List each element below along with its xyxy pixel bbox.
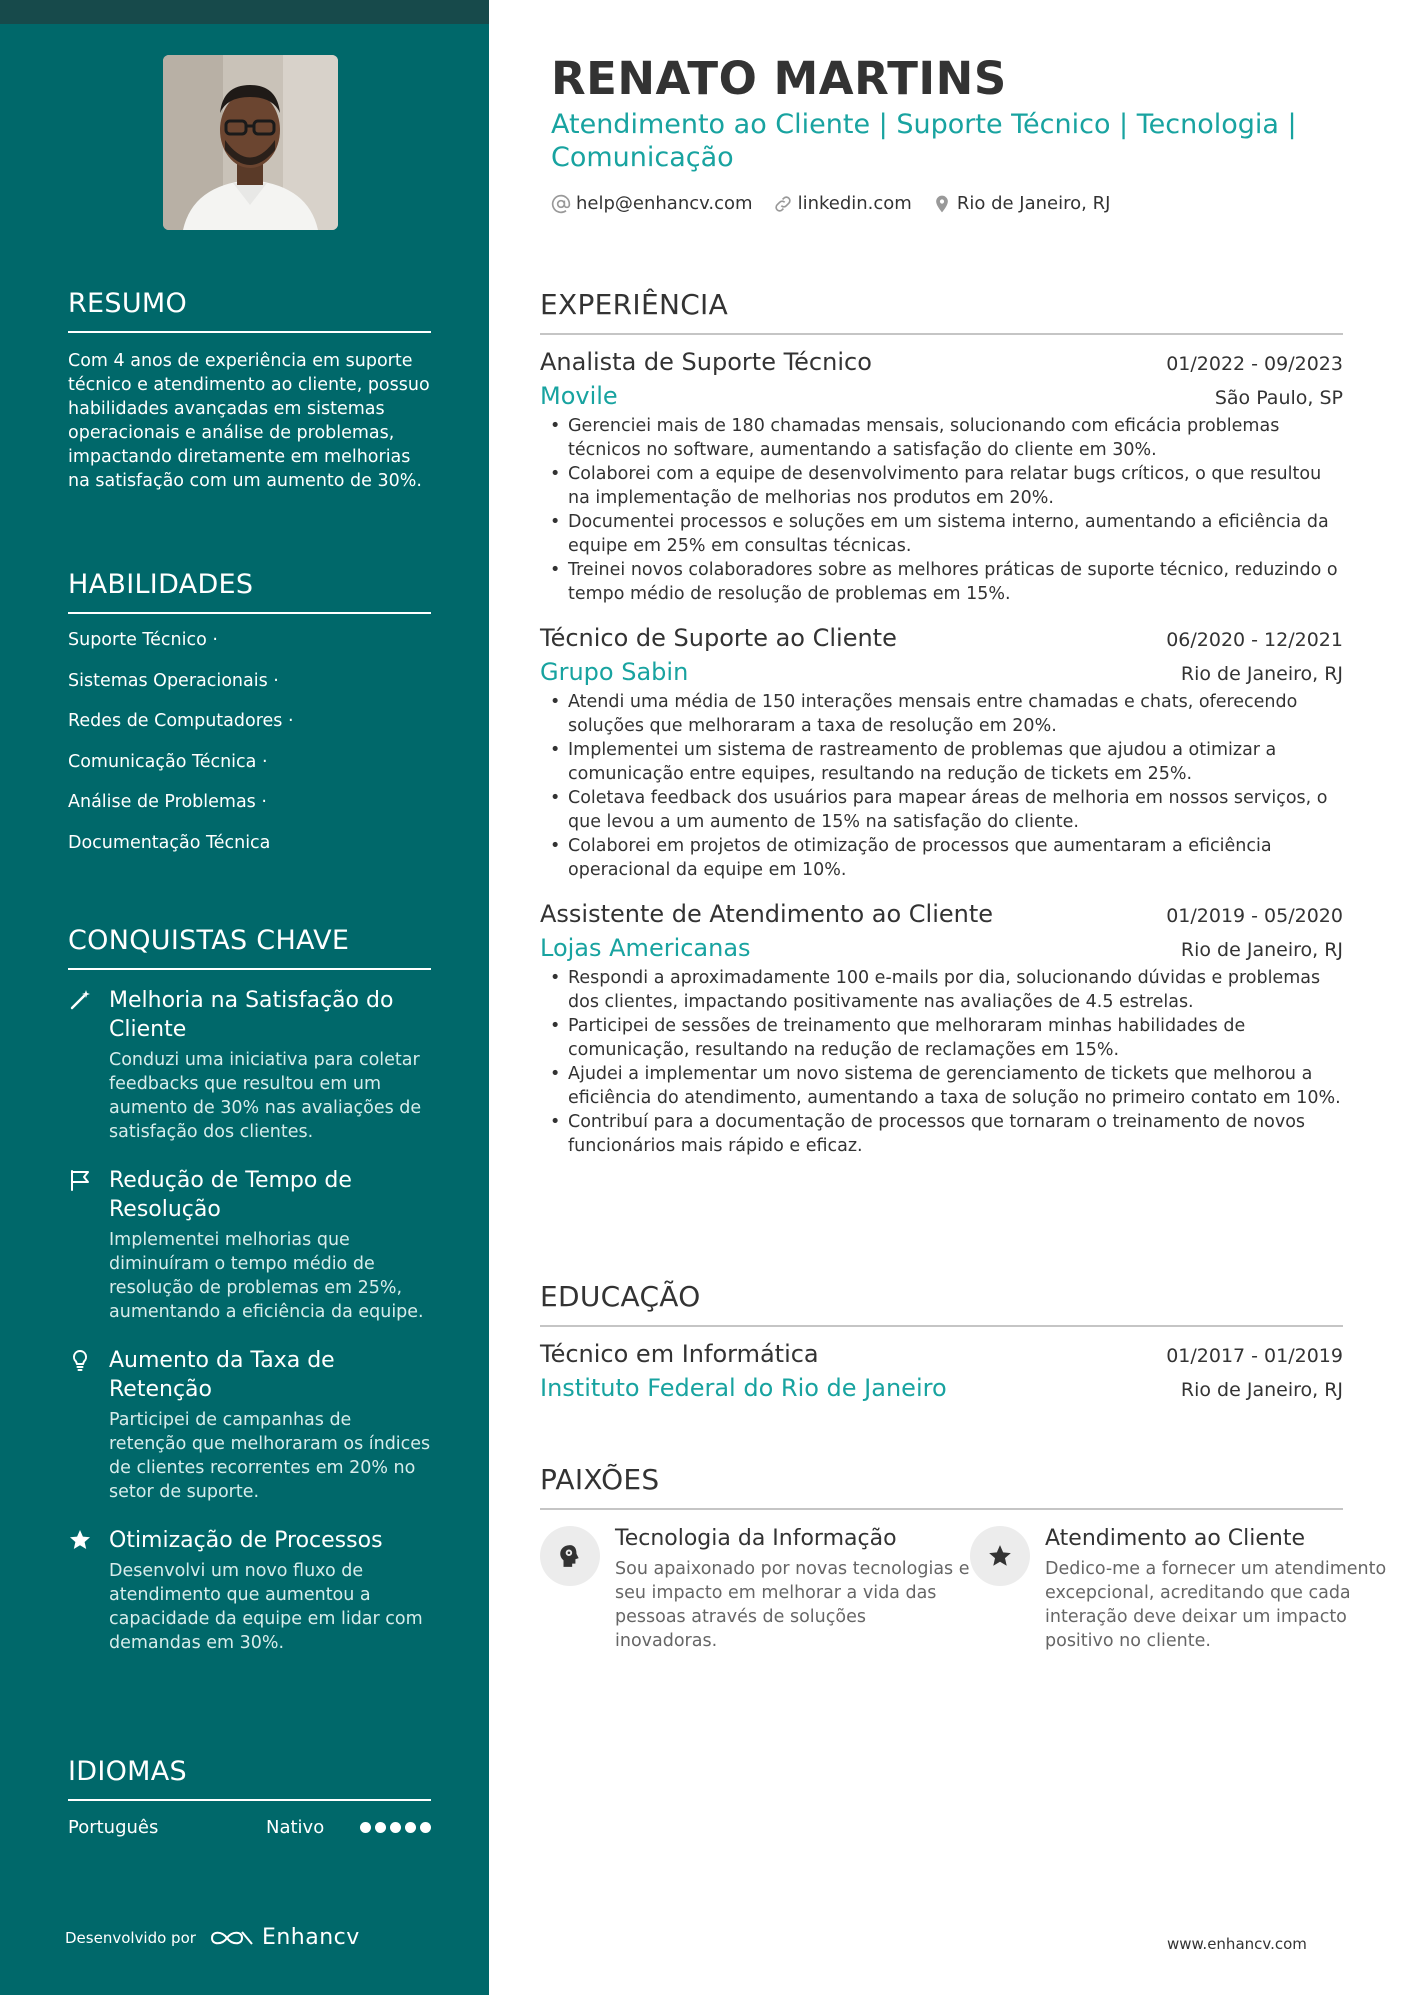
degree-title: Técnico em Informática	[540, 1340, 819, 1368]
linkedin-contact[interactable]	[773, 193, 912, 214]
job-bullets	[540, 966, 1343, 1158]
bullet-item: • Treinei novos colaboradores sobre as melhores práticas de suporte técnico, reduzindo o tempo médio de resolução de problemas em 15%.	[548, 558, 1343, 606]
avatar	[163, 55, 338, 230]
passion-desc: Dedico-me a fornecer um atendimento excepcional, acreditando que cada interação deve deixar um impacto positivo no cliente.	[1045, 1559, 1387, 1651]
enhancv-logo	[208, 1925, 360, 1950]
bullet-item: • Participei de sessões de treinamento que melhoraram minhas habilidades de comunicação, resultando na redução de reclamações em 15%.	[548, 1014, 1343, 1062]
job-bullets	[540, 414, 1343, 606]
company-name: Grupo Sabin	[540, 658, 689, 686]
location-text: Rio de Janeiro, RJ	[956, 193, 1111, 214]
proficiency-dot	[375, 1822, 386, 1833]
proficiency-dot	[360, 1822, 371, 1833]
sidebar	[0, 0, 489, 1995]
achievement-item	[68, 1526, 431, 1655]
achievement-desc: Desenvolvi um novo fluxo de atendimento que aumentou a capacidade da equipe em lidar com demandas em 30%.	[109, 1561, 423, 1653]
flag-icon	[68, 1168, 92, 1192]
job-bullets	[540, 690, 1343, 882]
bullet-item: • Coletava feedback dos usuários para mapear áreas de melhoria em nossos serviços, o que levou a um aumento de 15% na satisfação do cliente.	[548, 786, 1343, 834]
bullet-item: • Documentei processos e soluções em um sistema interno, aumentando a eficiência da equipe em 25% em consultas técnicas.	[548, 510, 1343, 558]
experience-title: EXPERIÊNCIA	[540, 288, 1343, 335]
proficiency-dots	[360, 1822, 431, 1833]
achievements-section	[68, 925, 431, 1655]
email-text: help@enhancv.com	[576, 193, 753, 214]
sidebar-top-bar	[0, 0, 489, 24]
experience-section	[540, 288, 1343, 1158]
linkedin-text: linkedin.com	[797, 193, 912, 214]
skill-item: Redes de Computadores ·	[68, 711, 294, 731]
brain-head-icon	[557, 1543, 583, 1569]
job-entry	[540, 348, 1343, 606]
proficiency-dot	[390, 1822, 401, 1833]
bullet-item: • Ajudei a implementar um novo sistema de gerenciamento de tickets que melhorou a eficiência do atendimento, aumentando a taxa de solução no primeiro contato em 10%.	[548, 1062, 1343, 1110]
branding-prefix: Desenvolvido por	[65, 1928, 196, 1947]
achievement-item	[68, 1166, 431, 1324]
at-icon	[551, 194, 571, 214]
passion-title: Atendimento ao Cliente	[1045, 1526, 1305, 1551]
passion-icon-circle	[540, 1526, 600, 1586]
education-location: Rio de Janeiro, RJ	[1180, 1379, 1343, 1401]
passions-section	[540, 1463, 1387, 1653]
achievements-title: CONQUISTAS CHAVE	[68, 925, 431, 970]
job-dates: 01/2022 - 09/2023	[1166, 353, 1343, 375]
job-entry	[540, 624, 1343, 882]
passion-desc: Sou apaixonado por novas tecnologias e seu impacto em melhorar a vida das pessoas através de soluções inovadoras.	[615, 1559, 970, 1651]
achievement-desc: Conduzi uma iniciativa para coletar feedbacks que resultou em um aumento de 30% nas avaliações de satisfação dos clientes.	[109, 1050, 422, 1142]
location-contact	[932, 193, 1111, 214]
branding	[65, 1925, 360, 1950]
email-contact[interactable]	[551, 193, 753, 214]
contact-bar	[551, 193, 1130, 214]
skill-item: Suporte Técnico ·	[68, 630, 218, 650]
star-icon	[68, 1528, 92, 1552]
achievement-title: Redução de Tempo de Resolução	[109, 1168, 352, 1222]
footer-url[interactable]: www.enhancv.com	[1167, 1935, 1307, 1953]
language-row	[68, 1817, 431, 1838]
job-dates: 01/2019 - 05/2020	[1166, 905, 1343, 927]
achievement-desc: Participei de campanhas de retenção que melhoraram os índices de clientes recorrentes em 20% no setor de suporte.	[109, 1410, 431, 1502]
job-location: Rio de Janeiro, RJ	[1180, 939, 1343, 961]
summary-section	[68, 288, 431, 493]
passions-list	[540, 1526, 1387, 1653]
job-dates: 06/2020 - 12/2021	[1166, 629, 1343, 651]
bullet-item: • Respondi a aproximadamente 100 e-mails por dia, solucionando dúvidas e problemas dos clientes, impactando positivamente nas avaliações de 4.5 estrelas.	[548, 966, 1343, 1014]
languages-title: IDIOMAS	[68, 1756, 431, 1801]
skill-item: Sistemas Operacionais ·	[68, 670, 279, 691]
passion-item	[540, 1526, 970, 1653]
achievement-desc: Implementei melhorias que diminuíram o tempo médio de resolução de problemas em 25%, aumentando a eficiência da equipe.	[109, 1230, 424, 1322]
education-dates: 01/2017 - 01/2019	[1166, 1345, 1343, 1367]
headline: Atendimento ao Cliente | Suporte Técnico | Tecnologia | Comunicação	[551, 109, 1297, 173]
bullet-item: • Colaborei com a equipe de desenvolvimento para relatar bugs críticos, o que resultou na implementação de melhorias nos produtos em 20%.	[548, 462, 1343, 510]
skills-list	[68, 628, 431, 855]
school-name: Instituto Federal do Rio de Janeiro	[540, 1374, 947, 1402]
achievement-title: Aumento da Taxa de Retenção	[109, 1348, 335, 1402]
bullet-item: • Contribuí para a documentação de processos que tornaram o treinamento de novos funcionários mais rápido e eficaz.	[548, 1110, 1343, 1158]
link-icon	[773, 194, 793, 214]
proficiency-dot	[405, 1822, 416, 1833]
passion-item	[970, 1526, 1400, 1653]
magic-wand-icon	[68, 988, 92, 1012]
skill-item: Documentação Técnica	[68, 832, 271, 853]
company-name: Lojas Americanas	[540, 934, 751, 962]
achievement-item	[68, 986, 431, 1144]
bullet-item: • Implementei um sistema de rastreamento de problemas que ajudou a otimizar a comunicação entre equipes, resultando na redução de tickets em 25%.	[548, 738, 1343, 786]
bullet-item: • Colaborei em projetos de otimização de processos que aumentaram a eficiência operacional da equipe em 10%.	[548, 834, 1343, 882]
star-icon	[987, 1543, 1013, 1569]
education-section	[540, 1280, 1343, 1402]
languages-section	[68, 1756, 431, 1838]
summary-title: RESUMO	[68, 288, 431, 333]
location-pin-icon	[932, 194, 952, 214]
language-name: Português	[68, 1817, 159, 1838]
education-title: EDUCAÇÃO	[540, 1280, 1343, 1327]
passion-title: Tecnologia da Informação	[615, 1526, 897, 1551]
job-title: Assistente de Atendimento ao Cliente	[540, 900, 994, 928]
skills-title: HABILIDADES	[68, 569, 431, 614]
bullet-item: • Atendi uma média de 150 interações mensais entre chamadas e chats, oferecendo soluções que melhoraram a taxa de resolução em 20%.	[548, 690, 1343, 738]
lightbulb-icon	[68, 1348, 92, 1372]
infinity-icon	[208, 1927, 256, 1949]
skill-item: Comunicação Técnica ·	[68, 751, 268, 772]
proficiency-dot	[420, 1822, 431, 1833]
passion-icon-circle	[970, 1526, 1030, 1586]
skills-section	[68, 569, 431, 871]
passions-title: PAIXÕES	[540, 1463, 1343, 1510]
achievement-title: Melhoria na Satisfação do Cliente	[109, 988, 394, 1042]
skill-item: Análise de Problemas ·	[68, 792, 267, 812]
summary-text: Com 4 anos de experiência em suporte técnico e atendimento ao cliente, possuo habilidades avançadas em sistemas operacionais e análise de problemas, impactando diretamente em melhorias na satisfação com um aumento de 30%.	[68, 351, 430, 491]
candidate-name: RENATO MARTINS	[551, 52, 1007, 105]
company-name: Movile	[540, 382, 618, 410]
achievement-item	[68, 1346, 431, 1504]
achievement-title: Otimização de Processos	[109, 1528, 383, 1553]
bullet-item: • Gerenciei mais de 180 chamadas mensais, solucionando com eficácia problemas técnicos no software, aumentando a satisfação do cliente em 30%.	[548, 414, 1343, 462]
education-entry	[540, 1340, 1343, 1402]
logo-text: Enhancv	[261, 1925, 360, 1950]
job-location: São Paulo, SP	[1214, 387, 1343, 409]
job-location: Rio de Janeiro, RJ	[1180, 663, 1343, 685]
job-title: Analista de Suporte Técnico	[540, 348, 872, 376]
job-title: Técnico de Suporte ao Cliente	[540, 624, 897, 652]
job-entry	[540, 900, 1343, 1158]
language-level: Nativo	[266, 1817, 325, 1838]
